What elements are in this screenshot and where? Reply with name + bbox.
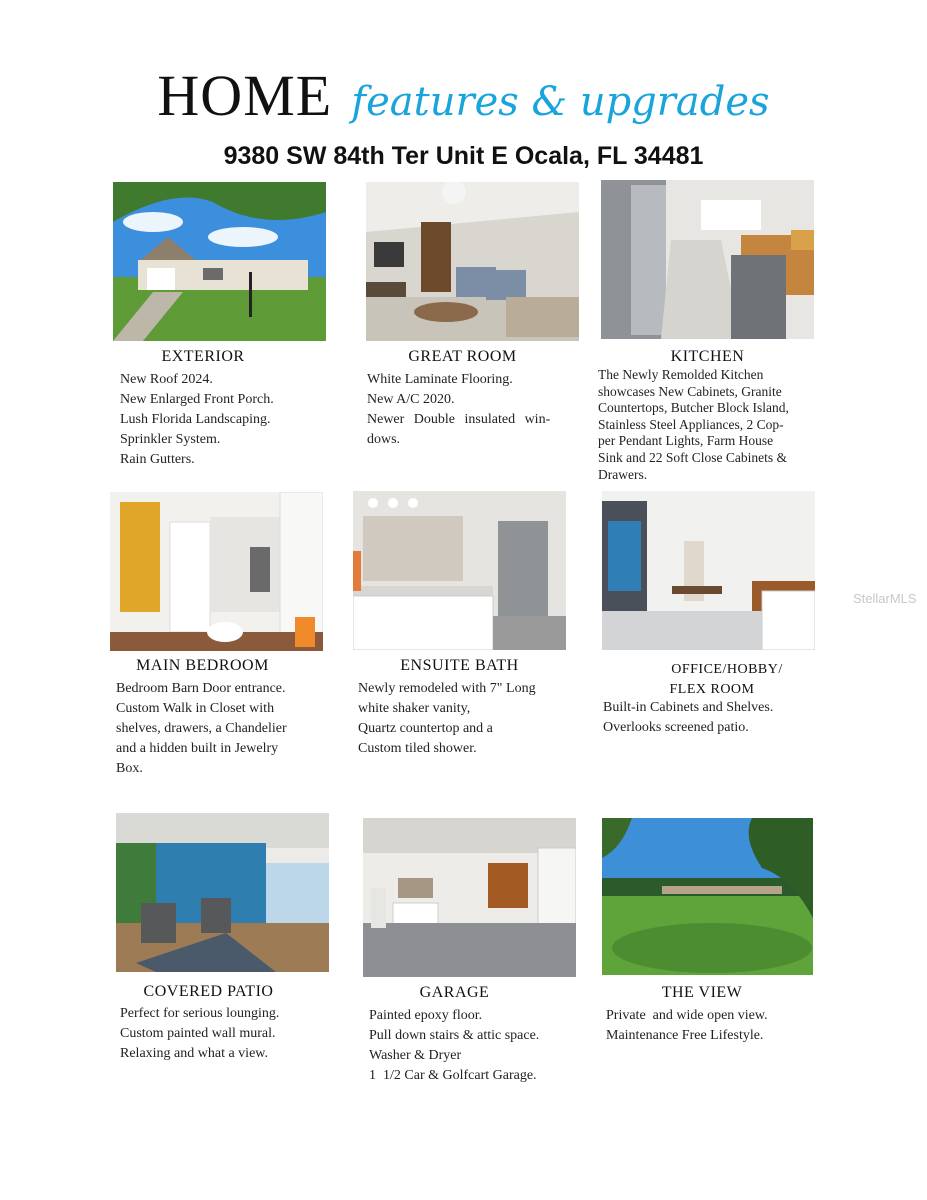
- the-view-description: [606, 1006, 768, 1046]
- main-bedroom-line: shelves, drawers, a Chandelier: [116, 721, 287, 736]
- ensuite-bath-line: Newly remodeled with 7" Long: [358, 681, 536, 696]
- property-address: 9380 SW 84th Ter Unit E Ocala, FL 34481: [223, 142, 704, 170]
- office-photo: [602, 491, 815, 650]
- kitchen-line: Sink and 22 Soft Close Cabinets &: [598, 449, 787, 465]
- garage-line: Pull down stairs & attic space.: [369, 1028, 540, 1043]
- great-room-line: New A/C 2020.: [367, 392, 455, 407]
- covered-patio-line: Custom painted wall mural.: [120, 1026, 276, 1041]
- kitchen-line: Countertops, Butcher Block Island,: [598, 400, 789, 416]
- kitchen-line: showcases New Cabinets, Granite: [598, 383, 782, 399]
- covered-patio-line: Perfect for serious lounging.: [120, 1006, 280, 1021]
- office-title: [602, 660, 852, 700]
- kitchen-line: Stainless Steel Appliances, 2 Cop-: [598, 416, 784, 432]
- exterior-line: Sprinkler System.: [120, 432, 221, 447]
- exterior-line: Lush Florida Landscaping.: [120, 412, 271, 427]
- garage-line: 1 1/2 Car & Golfcart Garage.: [369, 1068, 537, 1083]
- exterior-title: EXTERIOR: [161, 348, 245, 365]
- main-bedroom-line: Custom Walk in Closet with: [116, 701, 275, 716]
- great-room-description: [367, 370, 550, 450]
- office-title-line: FLEX ROOM: [669, 682, 755, 697]
- covered-patio-title: COVERED PATIO: [143, 983, 274, 1000]
- covered-patio-description: [120, 1004, 279, 1064]
- ensuite-bath-line: Custom tiled shower.: [358, 741, 477, 756]
- kitchen-line: per Pendant Lights, Farm House: [598, 433, 774, 449]
- garage-title: GARAGE: [419, 984, 490, 1001]
- the-view-photo: [602, 818, 813, 975]
- header-home-word: HOME: [157, 63, 333, 128]
- main-bedroom-line: Box.: [116, 761, 143, 776]
- kitchen-line: Drawers.: [598, 466, 648, 482]
- office-line: Built-in Cabinets and Shelves.: [603, 700, 774, 715]
- office-description: [603, 698, 773, 738]
- office-line: Overlooks screened patio.: [603, 720, 749, 735]
- ensuite-bath-line: white shaker vanity,: [358, 701, 471, 716]
- garage-line: Washer & Dryer: [369, 1048, 462, 1063]
- kitchen-line: The Newly Remolded Kitchen: [598, 367, 764, 382]
- kitchen-photo: [601, 180, 814, 339]
- kitchen-title: KITCHEN: [670, 348, 745, 365]
- main-bedroom-photo: [110, 492, 323, 651]
- exterior-description: [120, 370, 274, 470]
- garage-photo: [363, 818, 576, 977]
- kitchen-description: [598, 367, 789, 483]
- the-view-line: Maintenance Free Lifestyle.: [606, 1028, 764, 1043]
- exterior-line: Rain Gutters.: [120, 452, 195, 467]
- exterior-line: New Enlarged Front Porch.: [120, 392, 274, 407]
- exterior-photo: [113, 182, 326, 341]
- stellar-mls-watermark: StellarMLS: [853, 591, 917, 606]
- the-view-title: THE VIEW: [661, 984, 743, 1001]
- main-bedroom-line: Bedroom Barn Door entrance.: [116, 681, 286, 696]
- main-bedroom-description: [116, 679, 287, 779]
- covered-patio-photo: [116, 813, 329, 972]
- great-room-line: Newer Double insulated win-: [367, 412, 551, 427]
- main-bedroom-line: and a hidden built in Jewelry: [116, 741, 279, 756]
- exterior-line: New Roof 2024.: [120, 372, 213, 387]
- covered-patio-line: Relaxing and what a view.: [120, 1046, 268, 1061]
- page-header: [0, 62, 927, 129]
- main-bedroom-title: MAIN BEDROOM: [136, 657, 269, 674]
- ensuite-bath-photo: [353, 491, 566, 650]
- office-title-line: OFFICE/HOBBY/: [671, 662, 783, 677]
- garage-line: Painted epoxy floor.: [369, 1008, 483, 1023]
- ensuite-bath-line: Quartz countertop and a: [358, 721, 493, 736]
- great-room-line: dows.: [367, 432, 401, 447]
- ensuite-bath-description: [358, 679, 536, 759]
- great-room-line: White Laminate Flooring.: [367, 372, 513, 387]
- garage-description: [369, 1006, 539, 1086]
- the-view-line: Private and wide open view.: [606, 1008, 768, 1023]
- great-room-photo: [366, 182, 579, 341]
- ensuite-bath-title: ENSUITE BATH: [400, 657, 519, 674]
- great-room-title: GREAT ROOM: [408, 348, 517, 365]
- header-script-word: features & upgrades: [351, 79, 770, 125]
